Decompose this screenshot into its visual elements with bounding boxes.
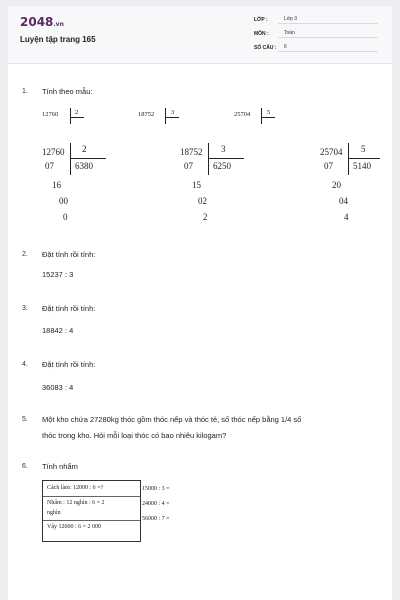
q2-expression: 15237 : 3 xyxy=(42,270,74,279)
example-line: nghìn xyxy=(47,510,61,516)
division-bar xyxy=(348,143,349,175)
division-bar xyxy=(165,117,179,118)
q5-text-line-1: Một kho chứa 27280kg thóc gồm thóc nếp và thóc tẻ, số thóc nếp bằng 1/4 số xyxy=(42,415,302,424)
q1-number: 1. xyxy=(22,88,28,95)
q1-text: Tính theo mẫu: xyxy=(42,87,93,96)
example-line: Nhẩm : 12 nghìn : 6 = 2 xyxy=(47,500,105,506)
q6-exercise-3: 56000 : 7 = xyxy=(142,516,170,522)
q4-number: 4. xyxy=(22,361,28,368)
meta-label-subject: MÔN : xyxy=(254,31,269,37)
division-bar xyxy=(70,143,71,175)
division-bar xyxy=(208,158,244,159)
meta-value-count: 6 xyxy=(278,44,378,52)
q2-number: 2. xyxy=(22,251,28,258)
step: 15 xyxy=(192,180,201,190)
dividend: 25704 xyxy=(234,111,251,118)
q4-expression: 36083 : 4 xyxy=(42,383,74,392)
example-line: Vậy 12000 : 6 = 2 000 xyxy=(47,524,102,530)
q3-number: 3. xyxy=(22,305,28,312)
header xyxy=(8,6,392,64)
division-bar xyxy=(70,158,106,159)
step: 00 xyxy=(59,196,68,206)
q3-text: Đặt tính rồi tính: xyxy=(42,304,96,313)
q3-expression: 18842 : 4 xyxy=(42,326,74,335)
quotient: 5140 xyxy=(353,161,371,171)
dividend: 18752 xyxy=(180,147,203,157)
meta-label-class: LỚP : xyxy=(254,17,268,23)
division-bar xyxy=(348,158,380,159)
division-bar xyxy=(261,117,275,118)
dividend: 12760 xyxy=(42,147,65,157)
step: 2 xyxy=(203,212,208,222)
division-bar xyxy=(261,108,262,124)
page-title: Luyện tập trang 165 xyxy=(20,35,96,44)
division-bar xyxy=(70,117,84,118)
divisor: 3 xyxy=(221,144,226,154)
q6-exercise-2: 24000 : 4 = xyxy=(142,501,170,507)
q6-text: Tính nhẩm xyxy=(42,462,78,471)
division-bar xyxy=(208,143,209,175)
meta-label-count: SỐ CÂU : xyxy=(254,45,277,51)
quotient: 6380 xyxy=(75,161,93,171)
step: 07 xyxy=(324,161,333,171)
step: 0 xyxy=(63,212,68,222)
q5-text-line-2: thóc trong kho. Hỏi mỗi loại thóc có bao nhiêu kilogam? xyxy=(42,431,227,440)
worksheet xyxy=(8,6,392,600)
divider xyxy=(43,520,140,521)
division-bar xyxy=(70,108,71,124)
quotient: 6250 xyxy=(213,161,231,171)
step: 04 xyxy=(339,196,348,206)
step: 07 xyxy=(184,161,193,171)
divisor: 2 xyxy=(82,144,87,154)
step: 02 xyxy=(198,196,207,206)
divisor: 2 xyxy=(75,109,79,116)
dividend: 12760 xyxy=(42,111,59,118)
q5-number: 5. xyxy=(22,416,28,423)
step: 16 xyxy=(52,180,61,190)
dividend: 25704 xyxy=(320,147,343,157)
meta-value-class: Lớp 3 xyxy=(278,16,378,24)
divider xyxy=(43,496,140,497)
divisor: 3 xyxy=(171,109,175,116)
division-bar xyxy=(165,108,166,124)
q6-number: 6. xyxy=(22,463,28,470)
q6-example-box xyxy=(42,480,141,542)
divisor: 5 xyxy=(267,109,271,116)
q4-text: Đặt tính rồi tính: xyxy=(42,360,96,369)
q2-text: Đặt tính rồi tính: xyxy=(42,250,96,259)
q6-exercise-1: 15000 : 3 = xyxy=(142,486,170,492)
logo-suffix: .vn xyxy=(53,21,64,28)
divisor: 5 xyxy=(361,144,366,154)
step: 4 xyxy=(344,212,349,222)
example-line: Cách làm: 12000 : 6 =? xyxy=(47,485,104,491)
meta-value-subject: Toán xyxy=(278,30,378,38)
logo-text: 2048 xyxy=(20,15,54,29)
site-logo[interactable] xyxy=(20,15,64,29)
dividend: 18752 xyxy=(138,111,155,118)
step: 07 xyxy=(45,161,54,171)
step: 20 xyxy=(332,180,341,190)
